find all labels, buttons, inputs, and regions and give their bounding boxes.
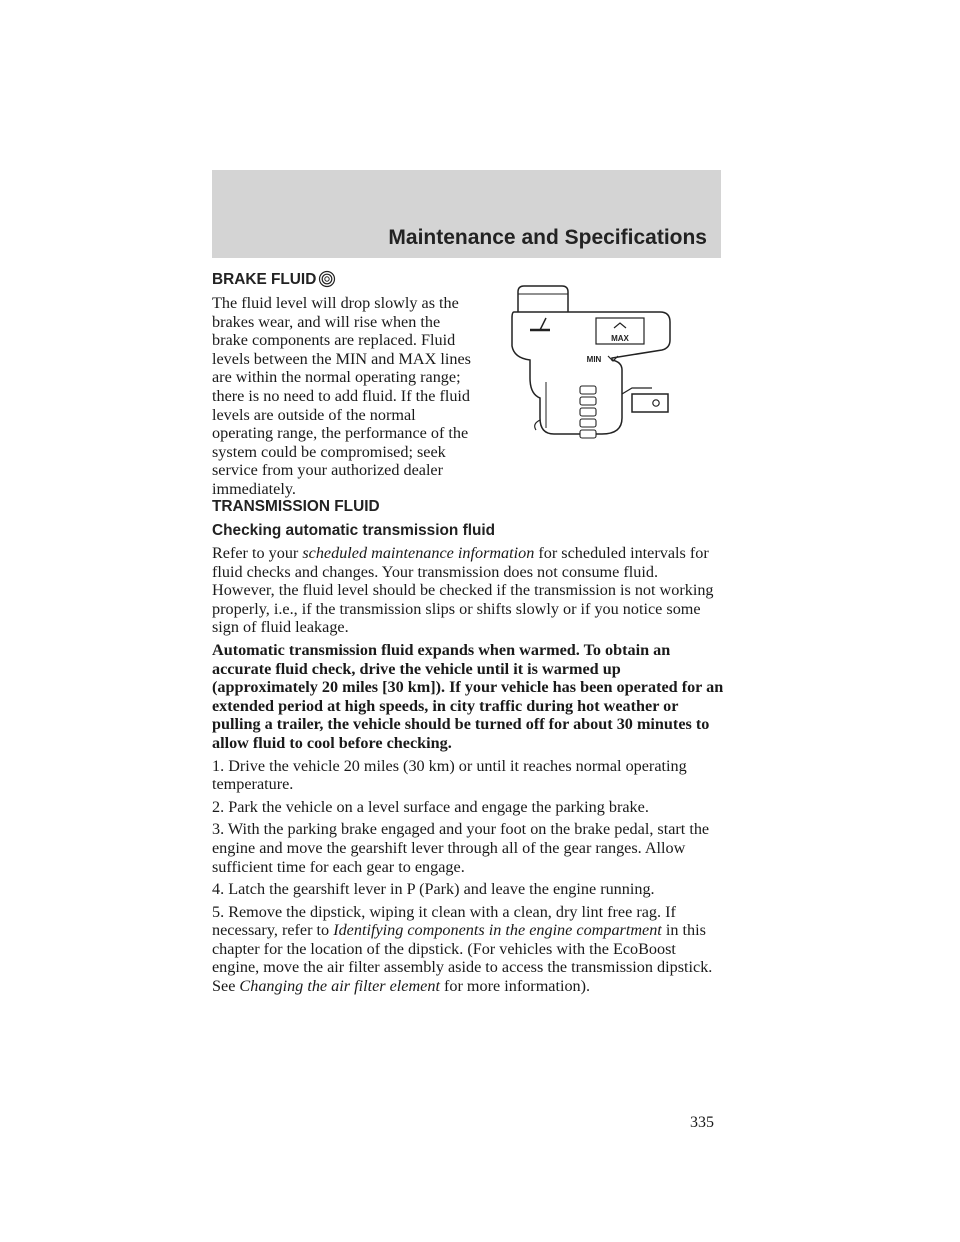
brake-fluid-section: [212, 270, 724, 496]
brake-fluid-reservoir-diagram: [502, 278, 702, 468]
air-filter-reference: Changing the air filter element: [239, 977, 440, 996]
step-5: 5. Remove the dipstick, wiping it clean with a clean, dry lint free rag. If necessary, refer to Identifying components in the engine compartment in this chapter for the location of the dipstick. (For vehicles with the EcoBoost engine, move the air filter assembly aside to access the transmission dipstick. See Changing the air filter element for more information).: [212, 902, 713, 996]
atf-warning-paragraph: Automatic transmission fluid expands when warmed. To obtain an accurate fluid check, drive the vehicle until it is warmed up (approximately 20 miles [30 km]). If your vehicle has been operated for an extended period at high speeds, in city traffic during hot weather or pulling a trailer, the vehicle should be turned off for about 30 minutes to allow fluid to cool before checking.: [212, 640, 724, 752]
checking-atf-subheading: Checking automatic transmission fluid: [212, 522, 496, 539]
transmission-fluid-heading: TRANSMISSION FLUID: [212, 498, 380, 515]
page-content: [212, 270, 724, 996]
step-1: 1. Drive the vehicle 20 miles (30 km) or until it reaches normal operating temperature.: [212, 756, 687, 794]
brake-fluid-text: The fluid level will drop slowly as the brakes wear, and will rise when the brake components are replaced. Fluid levels between the MIN and MAX lines are within the normal operating range; there is no need to add fluid. If the fluid levels are outside of the normal operating range, the performance of the system could be compromised; seek service from your authorized dealer immediately.: [212, 294, 471, 498]
max-label: MAX: [611, 334, 629, 343]
maintenance-info-reference: scheduled maintenance information: [302, 544, 535, 562]
page-number: 335: [690, 1114, 714, 1131]
chapter-title: Maintenance and Specifications: [388, 226, 707, 249]
brake-system-warning-icon: [318, 270, 336, 293]
atf-intro-paragraph: Refer to your scheduled maintenance information for scheduled intervals for fluid checks and changes. Your transmission does not consume fluid. However, the fluid level should be checked if the transmission is not working properly, i.e., if the transmission slips or shifts slowly or if you notice some sign of fluid leakage.: [212, 544, 714, 637]
chapter-header: [212, 170, 721, 258]
step-4: 4. Latch the gearshift lever in P (Park) and leave the engine running.: [212, 880, 655, 899]
step-2: 2. Park the vehicle on a level surface and engage the parking brake.: [212, 797, 649, 816]
engine-compartment-reference: Identifying components in the engine compartment: [333, 921, 662, 940]
brake-fluid-heading: BRAKE FLUID: [212, 270, 336, 293]
step-3: 3. With the parking brake engaged and your foot on the brake pedal, start the engine and move the gearshift lever through all of the gear ranges. Allow sufficient time for each gear to engage.: [212, 820, 710, 876]
min-label: MIN: [586, 355, 602, 364]
